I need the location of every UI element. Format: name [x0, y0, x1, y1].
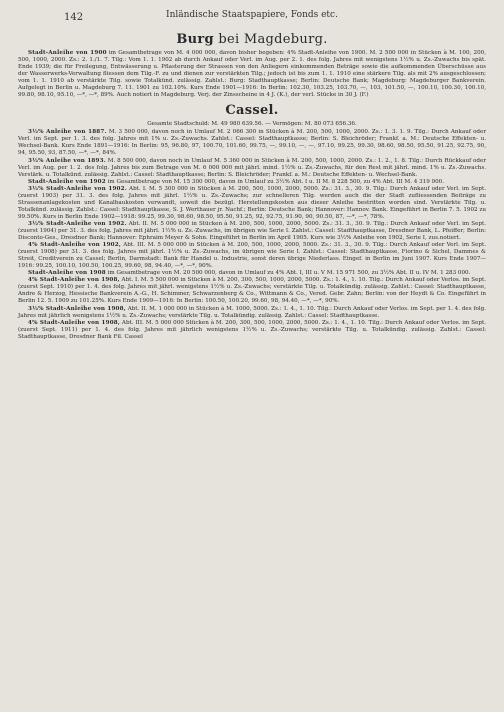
loan-entry-text: im Gesamtbetrage von M. 20 500 000, davon in Umlauf zu 4% Abt. I, III u. V M. 15 971 500, zu 3½% Abt. II u. IV M. 1 283 000. — [105, 270, 471, 277]
loan-entry-text: Abt. III. M. 5 000 000 in Stücken à M. 200, 500, 1000, 2000, 5000. Zs.: 31. 3., 30. 9. Tilg.: Durch Ankauf oder Verl. im Sept. (zuerst 1908) per 31. 3. des folg. Jahres mit jährl. 1½% u. Zs.-Zuwachs, im übrigen wie Serie I. Zahlst.: Cassel: Stadthauptkasse, Fiorino & Sichel, Dammes & Streit, Creditverein zu Cassel; Berlin, Darmstadt: Bank für Handel u. Industrie, sonst deren übrige Niederlass. Eingef. in Berlin im Juni 1907. Kurs Ende 1907—1916: 99.25, 100.10, 100.50, 100.25, 99.60, 98, 94.40, —*, —*, 90%. — [18, 242, 486, 270]
loan-entry — [18, 277, 486, 305]
loan-entry-heading: Stadt-Anleihe von 1908 — [28, 270, 106, 277]
loan-entry — [18, 306, 486, 320]
loan-entry-text: Abt. I. M. 5 300 000 in Stücken à M. 200, 500, 1000, 2000, 5000. Zs.: 31. 3., 30. 9. Tilg.: Durch Ankauf oder Verl. im Sept. (zuerst 1903) per 31. 3. des folg. Jahres mit jährl. 1½% u. Zs.-Zuwachs; zur schnelleren Tilg. werden auch die der Stadt zufliessenden Beiträge zu Strassenanlagekosten und Kanalbaukosten verwandt, soweit die bezügl. Herstellungskosten aus dieser Anleihe bestritten worden sind. Verstärkte Tilg. u. Totalkünd. zulässig. Zahlst.: Cassel: Stadthauptkasse, S. J. Werthauer jr. Nachf.; Berlin: Deutsche Bank; Hannover: Hannov. Bank. Eingeführt in Berlin 7. 5. 1902 zu 99.50%. Kurs in Berlin Ende 1902—1918: 99.25, 99.30, 98.60, 98.50, 95.50, 91.25, 92, 92.75, 91.90, 90, 90.50, 87, —*, —*, 78%. — [18, 185, 486, 220]
loan-entry — [18, 186, 486, 221]
running-title: Inländische Staatspapiere, Fonds etc. — [166, 10, 338, 20]
running-head — [18, 10, 486, 28]
section-title-rest: bei Magdeburg. — [213, 32, 328, 47]
loan-entry-heading: Stadt-Anleihe von 1900 — [28, 50, 107, 56]
loan-entry-text: M. 8 500 000, davon noch in Umlauf M. 5 360 000 in Stücken à M. 200, 500, 1000, 2000. Zs.: 1. 2., 1. 8. Tilg.: Durch Rückkauf oder Verl. im Aug. per 1. 2. des folg. Jahres bis zum Betrage von M. 6 000 000 mit jährl. mind. 1½% u. Zs.-Zuwachs, für den Rest mit jährl. mind. 1% u. Zs.-Zuwachs. Verstärk. u. Totalkünd. zulässig. Zahlst.: Cassel: Stadthauptkasse; Berlin: S. Bleichröder; Frankf. a. M.: Deutsche Effekten- u. Wechsel-Bank. — [18, 157, 486, 178]
section-title — [18, 103, 486, 118]
loan-entry — [18, 242, 486, 270]
section-subtitle: Gesamte Stadtschuld: M. 49 980 639.56. — Vermögen: M. 80 073 656.36. — [147, 121, 357, 128]
sections-container — [18, 32, 486, 341]
section-title-main: Burg — [176, 32, 214, 47]
loan-entry-text: Abt. II. M. 1 000 000 in Stücken à M. 1000, 5000. Zs.: 1. 4., 1. 10. Tilg.: Durch Ankauf oder Verlos. im Sept. per 1. 4. des folg. Jahres mit jährlich wenigstens 1½% u. Zs.-Zuwachs; verstärkte Tilg. u. Totalkündig. zulässig. Zahlst.: Cassel: Stadthauptkasse. — [18, 305, 486, 319]
loan-entry — [18, 221, 486, 242]
page-number: 142 — [64, 12, 84, 23]
loan-entry-heading: 4% Stadt-Anleihe von 1902, — [28, 242, 122, 249]
section-title — [18, 32, 486, 47]
loan-entry — [18, 129, 486, 157]
loan-entry-text: im Gesamtbetrage von M. 15 300 000, davon in Umlauf zu 3½% Abt. I u. II M. 8 228 500, zu 4% Abt. III M. 4 319 900. — [105, 178, 445, 185]
loan-entry-heading: 4% Stadt-Anleihe von 1908, — [28, 277, 120, 284]
loan-entry — [18, 179, 486, 186]
loan-entry-heading: 3½% Anleihe von 1887. — [28, 129, 107, 136]
loan-entry-heading: 4% Stadt-Anleihe von 1908, — [28, 319, 121, 326]
loan-entry — [18, 158, 486, 179]
loan-entry-text: Abt. III. M. 5 000 000 Stücken à M. 200, 300, 500, 1000, 2000, 5000. Zs.: 1. 4., 1. 10. Tilg.: Durch Ankauf oder Verlos. im Sept. (zuerst Sept. 1911) per 1. 4. des folg. Jahres mit jährlich wenigstens 1½% u. Zs.-Zuwachs; verstärkte Tilg. u. Totalkündig. zulässig. Zahlst.: Cassel: Stadthauptkasse, Dresdner Bank Fil. Cassel — [18, 319, 486, 340]
loan-entry-text: M. 3 500 000, davon noch in Umlauf M. 2 066 300 in Stücken à M. 200, 500, 1000, 2000. Zs.: 1. 3. 1. 9. Tilg.: Durch Ankauf oder Verl. im Sept. per 1. 3. des folg. Jahres mit 1% u. Zs.-Zuwachs. Zahlst.: Cassel: Stadthauptkasse; Berlin: S. Bleichröder; Frankf. a. M.: Deutsche Effekten- u. Wechsel-Bank. Kurs Ende 1891—1916: In Berlin: 95, 96.80, 97, 100.70, 101.60, 99.75, —, 99.10, —, —, 97.10, 99.25, 99.30, 98.60, 98.50, 95.50, 91.25, 92.75, 90, 94, 95.50, 93, 87.50, —*, —*, 84%. — [18, 129, 487, 157]
loan-entry — [18, 50, 486, 99]
loan-entry-text: im Gesamtbetrage von M. 4 000 000, davon bisher begeben: 4% Stadt-Anleihe von 1900. M. 2 500 000 in Stücken à M. 100, 200, 500, 1000, 2000. Zs.: 2. 1./1. 7. Tilg.: Vom 1. 1. 1902 ab durch Ankauf oder Verl. im Aug. per 2. 1. des folg. Jahres mit wenigstens 1½% u. Zs.-Zuwachs bis spät. Ende 1939; die für Freilegung, Entwässerung u. Pflasterung der Strassen von den Anliegern einkommenden Beträge sowie die aufkommenden Überschüsse aus der Wasserwerks-Verwaltung fliessen dem Tilg.-F. zu und dienen zur verstärkten Tilg.; jedoch ist bis zum 1. 1. 1910 eine stärkere Tilg. als mit 2% ausgeschlossen; vom 1. 1. 1910 ab verstärkte Tilg. sowie Totalkünd. zulässig. Zahlst.: Burg: Stadthauptkasse; Berlin: Deutsche Bank; Magdeburg: Magdeburger Bankverein. Aufgelegt in Berlin u. Magdeburg 7. 11. 1901 zu 102.10%. Kurs Ende 1901—1916: In Berlin: 102.30, 103.25, 103.70, —, 103, 101.50, —, 100.10, 100.30, 100.10, 99.80, 98.10, 95.10, —*, —*, 89%. Auch notiert in Magdeburg. Verj. der Zinsscheine in 4 J. (K.), der verl. Stücke in 30 J. (F.) — [18, 50, 486, 99]
loan-entry — [18, 320, 486, 341]
loan-entry-heading: 3½% Stadt-Anleihe von 1902. — [28, 220, 127, 227]
loan-entry-heading: 3½% Stadt-Anleihe von 1908, — [28, 305, 126, 312]
loan-entry-text: Abt. I. M. 5 500 000 in Stücken à M. 200, 300, 500, 1000, 2000, 5000. Zs.: 1. 4., 1. 10. Tilg.: Durch Ankauf oder Verlos. im Sept. (zuerst Sept. 1910) per 1. 4. des folg. Jahres mit jährl. wenigstens 1½% u. Zs.-Zuwachs; verstärkte Tilg. u. Totalkündig. zulässig. Zahlst.: Cassel: Stadthauptkasse, Andre & Herzog, Hessische Bankverein A.-G., H. Schimmer, Schwarzenberg & Co., Wittmann & Co., Vered. Gebr. Zahn; Berlin: von der Heydt & Co. Eingeführt in Berlin 12. 5. 1909 zu 101.25%. Kurs Ende 1909—1916: In Berlin: 100.50, 100.20, 99.60, 98, 94.40, —*, —*, 90%. — [18, 277, 486, 305]
loan-entry-heading: Stadt-Anleihe von 1902 — [28, 178, 106, 185]
loan-entry-text: Abt. II. M. 5 000 000 in Stücken à M. 200, 500, 1000, 2000, 5000. Zs.: 31. 3., 30. 9. Tilg.: Durch Ankauf oder Verl. im Sept. (zuerst 1904) per 31. 3. des folg. Jahres mit jährl. 1½% u. Zs.-Zuwachs, im übrigen wie Serie I. Zahlst.: Cassel: Stadthauptkasse, Dresdner Bank, L. Pfeiffer; Berlin: Disconto-Ges., Dresdner Bank; Hannover: Ephraim Meyer & Sohn. Eingeführt in Berlin im April 1905. Kurs wie 3½% Anleihe von 1902, Serie I, zus.notiert. — [18, 220, 486, 242]
section-title-main: Cassel. — [225, 103, 279, 119]
loan-entry-heading: 3½% Stadt-Anleihe von 1902. — [28, 185, 127, 192]
loan-entry-heading: 3½% Anleihe von 1893. — [28, 157, 106, 164]
page-edge — [0, 704, 504, 712]
